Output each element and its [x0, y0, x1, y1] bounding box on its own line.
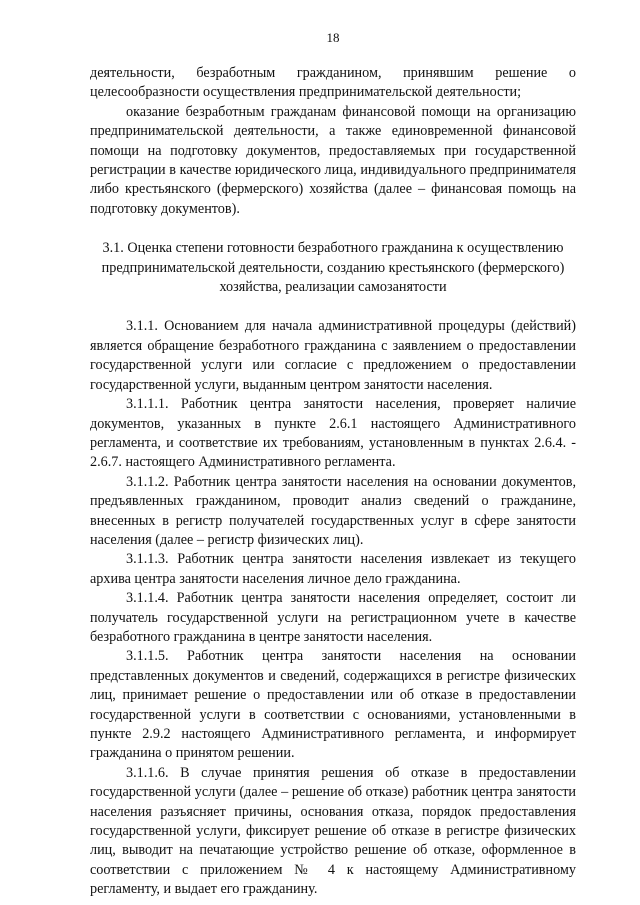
- paragraph-3-1-1-1: 3.1.1.1. Работник центра занятости населения, проверяет наличие документов, указанных в пункте 2.6.1 настоящего Административного регламента, и соответствие их требованиям, установленным в пунктах 2.6.4. - 2.6.7. настоящего Административного регламента.: [90, 396, 576, 471]
- paragraph-3-1-1-6: 3.1.1.6. В случае принятия решения об отказе в предоставлении государственной услуги (далее – решение об отказе) работник центра занятости населения разъясняет причины, основания отказа, порядок предоставления государственной услуги, фиксирует решение об отказе в регистре физических лиц, выводит на печатающие устройство решение об отказе, оформленное в соответствии с приложением № 4 к настоящему Административному регламенту, и выдает его гражданину.: [90, 764, 576, 898]
- page-number: 18: [326, 30, 340, 45]
- paragraph-3-1-1-3: 3.1.1.3. Работник центра занятости населения извлекает из текущего архива центра занятости населения личное дело гражданина.: [90, 551, 576, 587]
- intro-paragraph-financial-aid: оказание безработным гражданам финансовой помощи на организацию предпринимательской деятельности, а также единовременной финансовой помощи на подготовку документов, предоставляемых при государственной регистрации в качестве юридического лица, индивидуального предпринимателя либо крестьянского (фермерского) хозяйства (далее – финансовая помощь на подготовку документов).: [90, 103, 576, 217]
- intro-paragraph-continuation: деятельности, безработным гражданином, принявшим решение о целесообразности осуществления предпринимательской деятельности;: [90, 65, 576, 101]
- paragraph-3-1-1: 3.1.1. Основанием для начала административной процедуры (действий) является обращение безработного гражданина с заявлением о предоставлении государственной услуги или согласие с предложением о предоставлении государственной услуги, выданным центром занятости населения.: [90, 318, 576, 393]
- section-heading-text: 3.1. Оценка степени готовности безработного гражданина к осуществлению предпринимательской деятельности, созданию крестьянского (фермерского) хозяйства, реализации самозанятости: [101, 240, 565, 296]
- paragraph-3-1-1-2: 3.1.1.2. Работник центра занятости населения на основании документов, предъявленных гражданином, проводит анализ сведений о гражданине, внесенных в регистр получателей государственных услуг в сфере занятости населения (далее – регистр физических лиц).: [90, 473, 576, 548]
- document-page: [90, 30, 576, 900]
- paragraph-3-1-1-4: 3.1.1.4. Работник центра занятости населения определяет, состоит ли получатель государственной услуги на регистрационном учете в качестве безработного гражданина в центре занятости населения.: [90, 590, 576, 645]
- section-heading: [90, 239, 576, 297]
- paragraph-3-1-1-5: 3.1.1.5. Работник центра занятости населения на основании представленных документов и сведений, содержащихся в регистре физических лиц, принимает решение о предоставлении или об отказе в предоставлении государственной услуги в соответствии с основаниями, установленными в пункте 2.9.2 настоящего Административного регламента, и информирует гражданина о принятом решении.: [90, 648, 576, 762]
